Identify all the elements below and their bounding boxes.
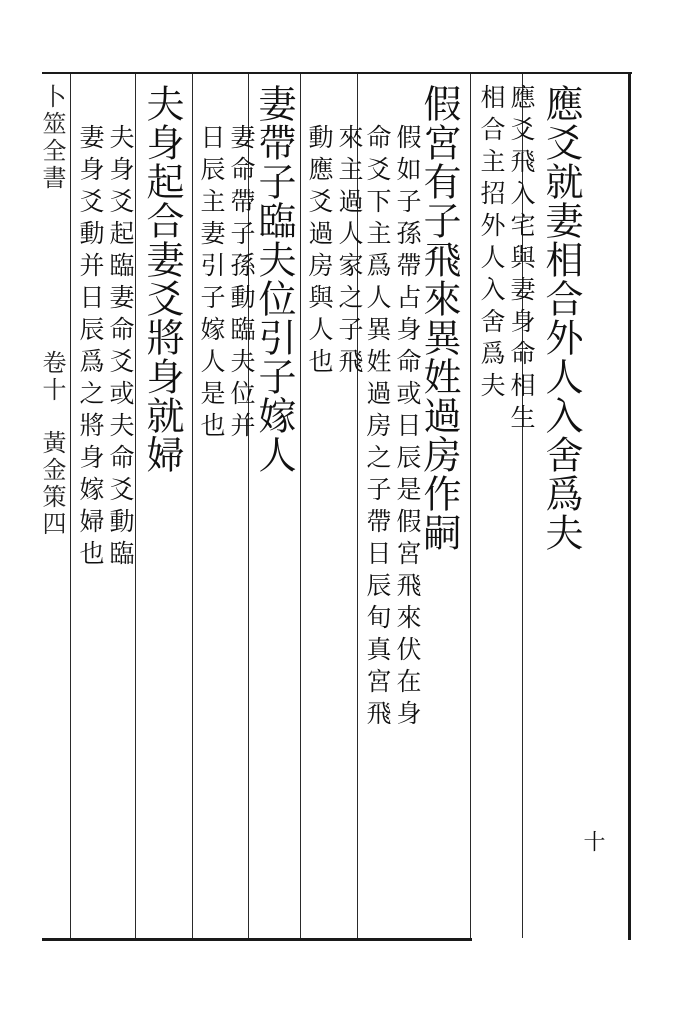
page-mark: 十 [580,830,605,852]
column-divider [135,74,136,938]
note-line: 夫身爻起臨妻命爻或夫命爻動臨 [106,124,135,572]
note-line: 來主過人家之子飛 [335,124,364,380]
margin-folio: 黃金策四 [38,430,66,538]
note-line: 命爻下主爲人異姓過房之子帶日辰旬真宮飛 [363,124,392,732]
note-column [196,124,256,444]
note-line: 妻命帶子孫動臨夫位并 [227,124,256,444]
heading-column: 妻帶子臨夫位引子嫁人 [252,84,296,474]
heading-column: 應爻就妻相合外人入舍爲夫 [539,84,583,552]
column-divider [70,74,71,938]
margin-book-title: 卜筮全書 [38,84,66,192]
note-line: 應爻飛入宅與妻身命相生 [507,84,536,436]
column-divider [300,74,301,938]
note-column [75,124,135,572]
note-line: 假如子孫帶占身命或日辰是假宮飛來伏在身 [393,124,422,732]
note-line: 妻身爻動并日辰爲之將身嫁婦也 [76,124,105,572]
note-column [304,124,364,380]
top-border [42,72,632,74]
note-column [362,124,422,732]
column-divider [192,74,193,938]
right-border [628,72,631,940]
heading-column: 假宮有子飛來異姓過房作嗣 [417,84,461,552]
note-line: 相合主招外人入舍爲夫 [477,84,506,404]
margin-volume: 卷十 [38,350,66,404]
note-column [476,84,536,436]
bottom-border [42,938,472,941]
column-divider [470,74,471,938]
heading-column: 夫身起合妻爻將身就婦 [140,84,184,474]
note-line: 日辰主妻引子嫁人是也 [197,124,226,444]
note-line: 動應爻過房與人也 [305,124,334,380]
